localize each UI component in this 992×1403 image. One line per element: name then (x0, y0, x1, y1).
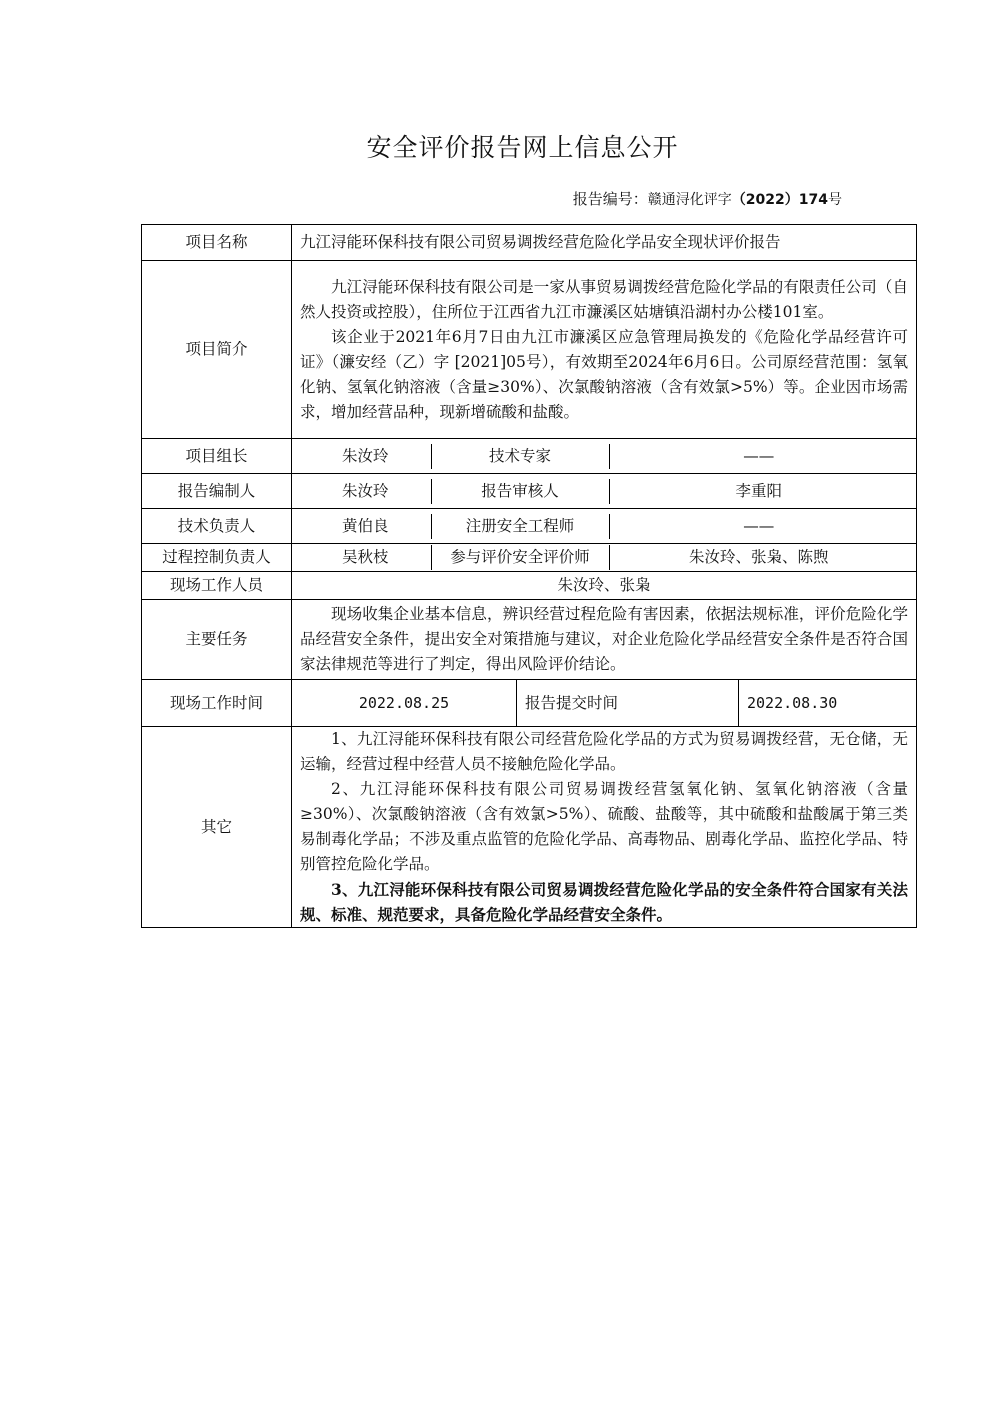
evaluators-label: 参与评价安全评价师 (431, 545, 609, 570)
process-lead-cells (292, 544, 917, 572)
safety-engineer-label: 注册安全工程师 (431, 514, 609, 539)
row-field-staff (142, 572, 917, 600)
team-leader-label: 项目组长 (142, 439, 292, 474)
row-project-intro (142, 261, 917, 439)
other-label: 其它 (142, 727, 292, 928)
project-name-value: 九江浔能环保科技有限公司贸易调拨经营危险化学品安全现状评价报告 (292, 225, 917, 261)
row-field-time (142, 680, 917, 727)
submit-time-label: 报告提交时间 (517, 680, 739, 727)
row-other (142, 727, 917, 928)
row-tech-lead (142, 509, 917, 544)
other-paragraph-2: 2、九江浔能环保科技有限公司贸易调拨经营氢氧化钠、氢氧化钠溶液（含量≥30%）、次氯酸钠溶液（含有效氯>5%）、硫酸、盐酸等，其中硫酸和盐酸属于第三类易制毒化学品；不涉及重点监管的危险化学品、高毒物品、剧毒化学品、监控化学品、特别管控危险化学品。 (300, 780, 909, 873)
main-task-value (292, 600, 917, 680)
tech-expert-label: 技术专家 (431, 444, 609, 469)
submit-time-value: 2022.08.30 (739, 680, 917, 727)
row-project-name (142, 225, 917, 261)
row-team-leader (142, 439, 917, 474)
report-reviewer-value: 李重阳 (609, 479, 908, 504)
evaluators-value: 朱汝玲、张枭、陈煦 (609, 545, 908, 570)
tech-lead-label: 技术负责人 (142, 509, 292, 544)
report-number-suffix: 号 (828, 192, 842, 208)
field-time-label: 现场工作时间 (142, 680, 292, 727)
main-task-label: 主要任务 (142, 600, 292, 680)
field-staff-value: 朱汝玲、张枭 (292, 572, 917, 600)
safety-engineer-value: —— (609, 514, 908, 539)
team-leader-cells (292, 439, 917, 474)
project-intro-value (292, 261, 917, 439)
field-time-value: 2022.08.25 (292, 680, 517, 727)
report-number (0, 188, 842, 209)
report-number-label: 报告编号： (572, 190, 648, 208)
row-process-lead (142, 544, 917, 572)
row-report-author (142, 474, 917, 509)
tech-lead-value: 黄伯良 (341, 516, 389, 535)
report-number-prefix: 赣通浔化评字 (647, 192, 732, 208)
main-task-paragraph: 现场收集企业基本信息，辨识经营过程危险有害因素，依据法规标准，评价危险化学品经营安全条件，提出安全对策措施与建议，对企业危险化学品经营安全条件是否符合国家法律规范等进行了判定，得出风险评价结论。 (300, 605, 909, 673)
process-lead-value: 吴秋枝 (341, 548, 389, 566)
row-main-task (142, 600, 917, 680)
report-author-value: 朱汝玲 (341, 481, 389, 500)
team-leader-value: 朱汝玲 (341, 446, 389, 465)
report-reviewer-label: 报告审核人 (431, 479, 609, 504)
other-value (292, 727, 917, 928)
tech-expert-value: —— (609, 444, 908, 469)
project-name-label: 项目名称 (142, 225, 292, 261)
page-title: 安全评价报告网上信息公开 (366, 133, 679, 162)
project-intro-label: 项目简介 (142, 261, 292, 439)
tech-lead-cells (292, 509, 917, 544)
report-number-value: （2022）174 (731, 192, 828, 208)
field-staff-label: 现场工作人员 (142, 572, 292, 600)
report-author-label: 报告编制人 (142, 474, 292, 509)
project-intro-paragraph-2: 该企业于2021年6月7日由九江市濂溪区应急管理局换发的《危险化学品经营许可证》（濂安经（乙）字 [2021]05号），有效期至2024年6月6日。公司原经营范围：氢氧化钠、氢氧化钠溶液（含量≥30%）、次氯酸钠溶液（含有效氯>5%）等。企业因市场需求，增加经营品种，现新增硫酸和盐酸。 (300, 327, 909, 421)
process-lead-label: 过程控制负责人 (142, 544, 292, 572)
report-author-cells (292, 474, 917, 509)
project-intro-paragraph-1: 九江浔能环保科技有限公司是一家从事贸易调拨经营危险化学品的有限责任公司（自然人投资或控股），住所位于江西省九江市濂溪区姑塘镇沿湖村办公楼101室。 (300, 277, 909, 321)
other-paragraph-3: 3、九江浔能环保科技有限公司贸易调拨经营危险化学品的安全条件符合国家有关法规、标准、规范要求，具备危险化学品经营安全条件。 (300, 880, 909, 924)
other-paragraph-1: 1、九江浔能环保科技有限公司经营危险化学品的方式为贸易调拨经营，无仓储，无运输，经营过程中经营人员不接触危险化学品。 (300, 730, 909, 773)
info-table (141, 224, 917, 928)
